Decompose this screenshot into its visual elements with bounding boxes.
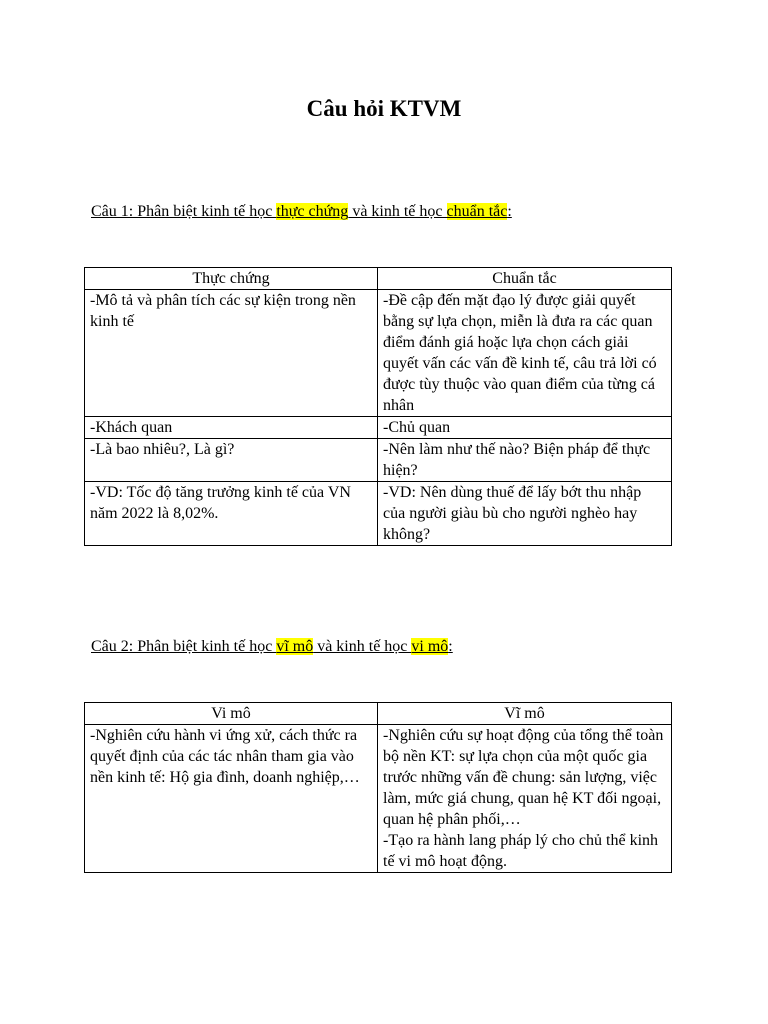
table-1-header-positive: Thực chứng	[85, 268, 378, 290]
table-row	[85, 417, 672, 439]
table-row	[85, 482, 672, 546]
table-2-cell-macro	[378, 725, 672, 873]
table-1-cell: -Là bao nhiêu?, Là gì?	[85, 439, 378, 482]
table-1-header-row	[85, 268, 672, 290]
table-row	[85, 439, 672, 482]
table-1-cell: -VD: Tốc độ tăng trưởng kinh tế của VN năm 2022 là 8,02%.	[85, 482, 378, 546]
question-2-term-macro: vĩ mô	[276, 638, 314, 655]
question-1-middle: và kinh tế học	[348, 203, 447, 220]
table-2-macro-line: -Nghiên cứu sự hoạt động của tổng thể toàn bộ nền KT: sự lựa chọn của một quốc gia trước những vấn đề chung: sản lượng, việc làm, mức giá chung, quan hệ KT đối ngoại, quan hệ phân phối,…	[383, 727, 664, 828]
comparison-table-2	[84, 702, 672, 873]
question-2-middle: và kinh tế học	[313, 638, 412, 655]
table-1-cell: -Mô tả và phân tích các sự kiện trong nền kinh tế	[85, 290, 378, 417]
table-row	[85, 725, 672, 873]
table-row	[85, 290, 672, 417]
table-2-cell: -Nghiên cứu hành vi ứng xử, cách thức ra quyết định của các tác nhân tham gia vào nền kinh tế: Hộ gia đình, doanh nghiệp,…	[85, 725, 378, 873]
table-2-macro-line: -Tạo ra hành lang pháp lý cho chủ thể kinh tế vi mô hoạt động.	[383, 832, 659, 870]
question-1-heading	[91, 202, 512, 222]
question-2-term-micro: vi mô	[411, 638, 449, 655]
question-1-term-positive: thực chứng	[276, 203, 349, 220]
document-title: Câu hỏi KTVM	[306, 96, 462, 121]
table-1-cell: -VD: Nên dùng thuế để lấy bớt thu nhập của người giàu bù cho người nghèo hay không?	[378, 482, 672, 546]
question-1-prefix: Câu 1: Phân biệt kinh tế học	[91, 203, 277, 220]
question-2-prefix: Câu 2: Phân biệt kinh tế học	[91, 638, 277, 655]
question-1-term-normative: chuẩn tắc	[446, 203, 508, 220]
table-1-header-normative: Chuẩn tắc	[378, 268, 672, 290]
table-2-header-macro: Vĩ mô	[378, 703, 672, 725]
table-1-cell: -Nên làm như thế nào? Biện pháp để thực hiện?	[378, 439, 672, 482]
question-2-heading	[91, 637, 453, 657]
question-1-suffix: :	[507, 203, 512, 220]
question-2-suffix: :	[448, 638, 453, 655]
table-1-cell: -Đề cập đến mặt đạo lý được giải quyết bằng sự lựa chọn, miễn là đưa ra các quan điểm đánh giá hoặc lựa chọn cách giải quyết vấn các vấn đề kinh tế, câu trả lời có được tùy thuộc vào quan điểm của từng cá nhân	[378, 290, 672, 417]
table-1-cell: -Khách quan	[85, 417, 378, 439]
table-1-cell: -Chủ quan	[378, 417, 672, 439]
table-2-header-micro: Vi mô	[85, 703, 378, 725]
comparison-table-1	[84, 267, 672, 546]
table-2-header-row	[85, 703, 672, 725]
